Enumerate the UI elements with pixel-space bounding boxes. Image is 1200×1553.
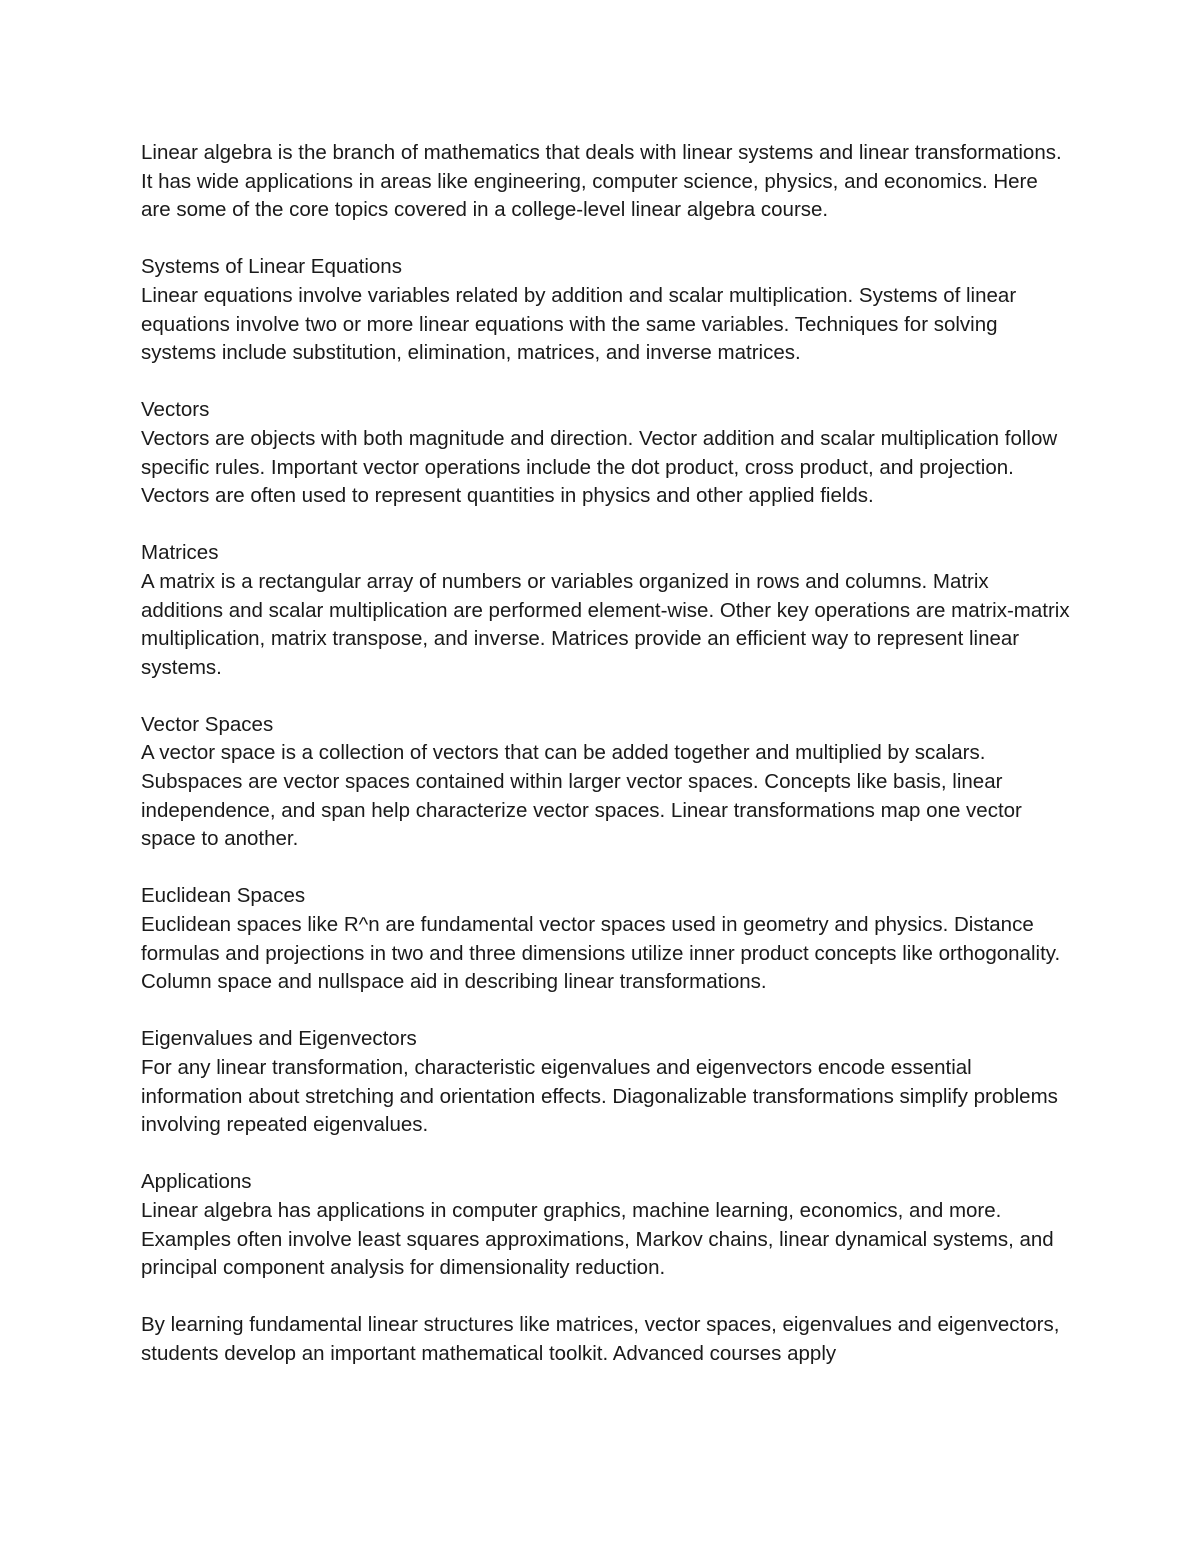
section-body: Euclidean spaces like R^n are fundamental vector spaces used in geometry and physics. Distance formulas and projections in two and three dimensions utilize inner product concepts like orthogonality. Column space and nullspace aid in describing linear transformations. (141, 913, 1061, 994)
section-heading: Vector Spaces (141, 712, 274, 736)
section-body: Linear algebra has applications in computer graphics, machine learning, economics, and more. Examples often involve least squares approximations, Markov chains, linear dynamical systems, and principal component analysis for dimensionality reduction. (141, 1198, 1054, 1280)
section-euclidean-spaces (141, 882, 1071, 996)
intro-paragraph: Linear algebra is the branch of mathematics that deals with linear systems and linear transformations. It has wide applications in areas like engineering, computer science, physics, and economics. Here are some of the core topics covered in a college-level linear algebra course. (141, 141, 1062, 222)
section-matrices (141, 539, 1071, 682)
section-body: A vector space is a collection of vectors that can be added together and multiplied by scalars. Subspaces are vector spaces contained within larger vector spaces. Concepts like basis, linear independence, and span help characterize vector spaces. Linear transformations map one vector space to another. (141, 741, 1022, 851)
section-vectors (141, 396, 1071, 510)
section-heading: Vectors (141, 398, 210, 422)
section-systems-of-linear-equations (141, 253, 1071, 367)
section-heading: Euclidean Spaces (141, 884, 306, 908)
section-body: Linear equations involve variables related by addition and scalar multiplication. Systems of linear equations involve two or more linear equations with the same variables. Techniques for solving systems include substitution, elimination, matrices, and inverse matrices. (141, 283, 1017, 365)
section-vector-spaces (141, 711, 1071, 854)
section-eigenvalues-and-eigenvectors (141, 1025, 1071, 1139)
section-heading: Matrices (141, 541, 219, 565)
section-applications (141, 1168, 1071, 1282)
closing-paragraph: By learning fundamental linear structures like matrices, vector spaces, eigenvalues and eigenvectors, students develop an important mathematical toolkit. Advanced courses apply (141, 1313, 1060, 1365)
section-heading: Systems of Linear Equations (141, 255, 402, 279)
section-body: For any linear transformation, characteristic eigenvalues and eigenvectors encode essential information about stretching and orientation effects. Diagonalizable transformations simplify problems involving repeated eigenvalues. (141, 1056, 1058, 1137)
section-body: A matrix is a rectangular array of numbers or variables organized in rows and columns. Matrix additions and scalar multiplication are performed element-wise. Other key operations are matrix-matrix multiplication, matrix transpose, and inverse. Matrices provide an efficient way to represent linear systems. (141, 569, 1070, 679)
section-heading: Applications (141, 1170, 252, 1194)
document-page (141, 139, 1071, 1369)
section-heading: Eigenvalues and Eigenvectors (141, 1027, 417, 1051)
section-body: Vectors are objects with both magnitude and direction. Vector addition and scalar multiplication follow specific rules. Important vector operations include the dot product, cross product, and projection. Vectors are often used to represent quantities in physics and other applied fields. (141, 426, 1058, 508)
